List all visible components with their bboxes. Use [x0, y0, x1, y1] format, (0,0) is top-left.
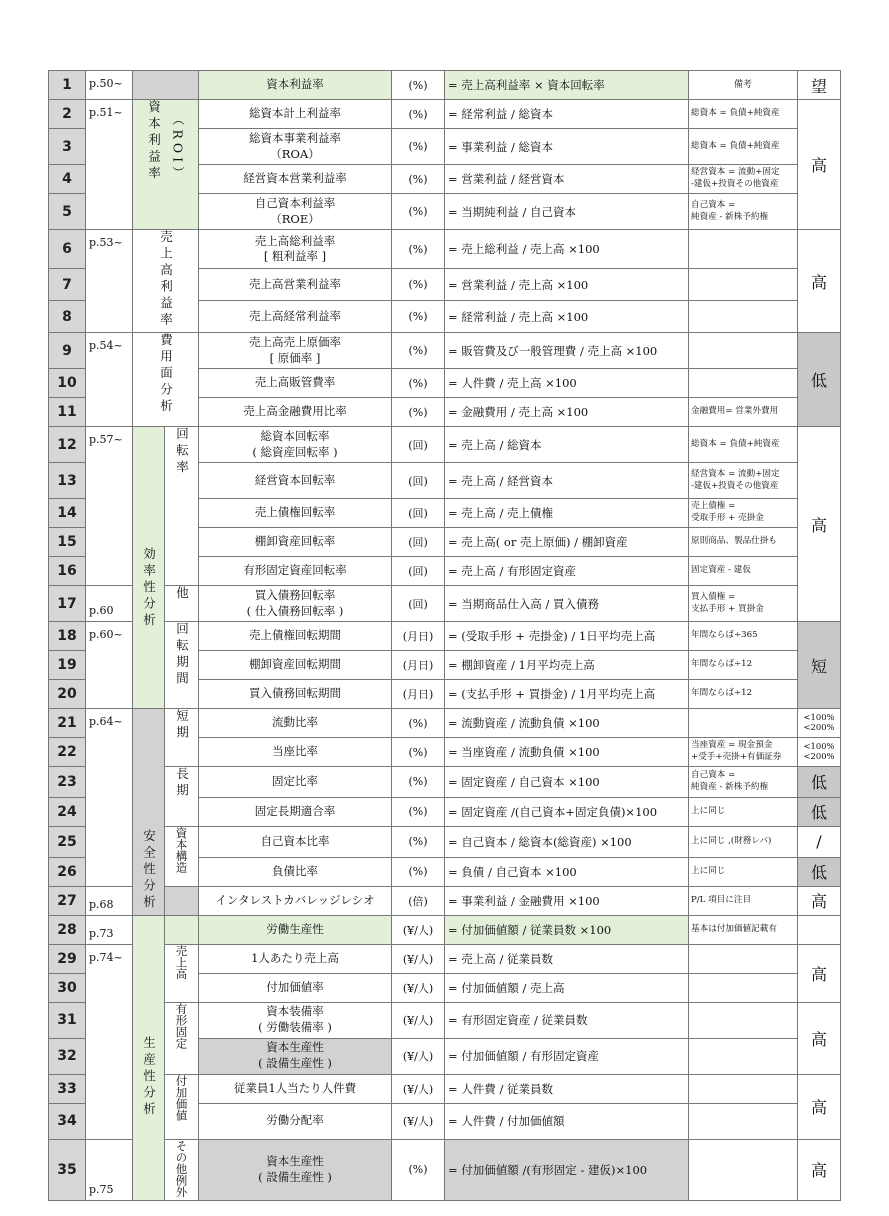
cat-blank-28: [165, 915, 199, 944]
page-ref: p.54~: [86, 333, 133, 427]
ratio-name: 売上高金融費用比率: [199, 398, 392, 427]
ratio-unit: (%): [392, 333, 445, 369]
ratio-note: 年間ならば÷12: [689, 680, 798, 709]
page-ref: p.74~: [86, 944, 133, 1139]
ratio-note: 当座資産 = 現金預金 +受手+売掛+有価証券: [689, 738, 798, 767]
ratio-unit: (¥/人): [392, 1103, 445, 1139]
ratio-formula: = 売上高 / 有形固定資産: [445, 557, 689, 586]
cat-choki-text: 長期: [174, 767, 190, 800]
expectation: 高: [798, 944, 841, 1002]
ratio-name: 流動比率: [199, 709, 392, 738]
ratio-note: [689, 1002, 798, 1038]
page-ref: p.51~: [86, 100, 133, 230]
ratio-unit: (%): [392, 301, 445, 333]
ratio-formula: = 流動資産 / 流動負債 ×100: [445, 709, 689, 738]
table-row: [49, 230, 841, 269]
cat-reigai: [165, 1139, 199, 1201]
ratio-note: [689, 709, 798, 738]
table-row: [49, 1002, 841, 1038]
ratio-formula: = 固定資産 / 自己資本 ×100: [445, 767, 689, 798]
table-row: [49, 333, 841, 369]
ratio-note: [689, 230, 798, 269]
financial-ratio-table: [48, 70, 841, 1201]
table-row: [49, 767, 841, 798]
ratio-formula: = 経常利益 / 総資本: [445, 100, 689, 129]
ratio-note: 総資本 = 負債+純資産: [689, 129, 798, 165]
cat-blank-1: [133, 71, 199, 100]
ratio-formula: = 有形固定資産 / 従業員数: [445, 1002, 689, 1038]
ratio-unit: (%): [392, 129, 445, 165]
row-number: 29: [49, 944, 86, 973]
row-number: 11: [49, 398, 86, 427]
ratio-unit: (¥/人): [392, 1074, 445, 1103]
cat-hiyo-text: 費用面分析: [158, 333, 174, 416]
row-number: 8: [49, 301, 86, 333]
row-number: 9: [49, 333, 86, 369]
ratio-formula: = 自己資本 / 総資本(総資産) ×100: [445, 826, 689, 857]
ratio-formula: = 営業利益 / 経営資本: [445, 165, 689, 194]
row-number: 25: [49, 826, 86, 857]
ratio-formula: = 事業利益 / 金融費用 ×100: [445, 886, 689, 915]
row-number: 10: [49, 369, 86, 398]
row-number: 19: [49, 651, 86, 680]
ratio-name: 有形固定資産回転率: [199, 557, 392, 586]
table-row: [49, 1139, 841, 1201]
ratio-unit: (%): [392, 165, 445, 194]
ratio-name: 買入債務回転期間: [199, 680, 392, 709]
table-row: [49, 1074, 841, 1103]
ratio-formula: = 売上高( or 売上原価) / 棚卸資産: [445, 528, 689, 557]
expectation: 低: [798, 767, 841, 798]
ratio-unit: (回): [392, 463, 445, 499]
ratio-unit: (%): [392, 797, 445, 826]
ratio-formula: = 棚卸資産 / 1月平均売上高: [445, 651, 689, 680]
cat-yukei-text: 有形固定: [174, 1002, 189, 1049]
row-number: 5: [49, 194, 86, 230]
ratio-note: 自己資本 = 純資産 - 新株予約権: [689, 194, 798, 230]
row-number: 33: [49, 1074, 86, 1103]
ratio-unit: (%): [392, 767, 445, 798]
cat-shihon-kozo: [165, 826, 199, 886]
ratio-name: 資本生産性 ( 設備生産性 ): [199, 1139, 392, 1201]
row-number: 26: [49, 857, 86, 886]
ratio-name: 売上債権回転率: [199, 499, 392, 528]
expectation-header: 望: [798, 71, 841, 100]
cat-koritsu: [133, 427, 165, 709]
expectation: 高: [798, 427, 841, 622]
ratio-name: 経営資本営業利益率: [199, 165, 392, 194]
ratio-formula: = 販管費及び一般管理費 / 売上高 ×100: [445, 333, 689, 369]
ratio-name: 売上高販管費率: [199, 369, 392, 398]
ratio-name: 付加価値率: [199, 973, 392, 1002]
ratio-name: 自己資本比率: [199, 826, 392, 857]
ratio-formula: = 固定資産 /(自己資本+固定負債)×100: [445, 797, 689, 826]
ratio-unit: (%): [392, 398, 445, 427]
ratio-note: 上に同じ ,(財務レバ): [689, 826, 798, 857]
ratio-note: 上に同じ: [689, 797, 798, 826]
ratio-unit: (¥/人): [392, 1002, 445, 1038]
ratio-note: [689, 973, 798, 1002]
cat-roi-text: 資本利益率: [146, 100, 162, 183]
expectation: 低: [798, 333, 841, 427]
cat-kikan: [165, 622, 199, 709]
row-number: 21: [49, 709, 86, 738]
ratio-name: 固定比率: [199, 767, 392, 798]
ratio-unit: (¥/人): [392, 944, 445, 973]
cat-kaiten: [165, 427, 199, 586]
cat-reigai-text: その他例外: [174, 1139, 189, 1197]
page-ref: p.60~: [86, 622, 133, 709]
row-number: 30: [49, 973, 86, 1002]
ratio-formula: = 売上高 / 経営資本: [445, 463, 689, 499]
ratio-name: 1人あたり売上高: [199, 944, 392, 973]
ratio-note: [689, 333, 798, 369]
ratio-formula: = 金融費用 / 売上高 ×100: [445, 398, 689, 427]
cat-fuka: [165, 1074, 199, 1139]
cat-roi-text-2: （ROI）: [170, 112, 186, 183]
ratio-note: 売上債権 = 受取手形 + 売掛金: [689, 499, 798, 528]
ratio-unit: (%): [392, 194, 445, 230]
ratio-note: 総資本 = 負債+純資産: [689, 427, 798, 463]
cat-seisan: [133, 915, 165, 1201]
ratio-note: 年間ならば÷365: [689, 622, 798, 651]
expectation: <100% <200%: [798, 738, 841, 767]
ratio-name: 負債比率: [199, 857, 392, 886]
cat-anzen-text: 安全性分析: [141, 829, 157, 912]
ratio-note: 上に同じ: [689, 857, 798, 886]
ratio-unit: (回): [392, 499, 445, 528]
row-number: 28: [49, 915, 86, 944]
ratio-formula: = 売上高 / 総資本: [445, 427, 689, 463]
cat-kaiten-text: 回転率: [174, 427, 190, 477]
ratio-name: インタレストカバレッジレシオ: [199, 886, 392, 915]
cat-kikan-text: 回転期間: [174, 622, 190, 688]
row-number: 3: [49, 129, 86, 165]
ratio-unit: (回): [392, 528, 445, 557]
cat-yukei: [165, 1002, 199, 1074]
ratio-formula: = 営業利益 / 売上高 ×100: [445, 269, 689, 301]
row-number: 18: [49, 622, 86, 651]
ratio-note: [689, 301, 798, 333]
ratio-name: 棚卸資産回転期間: [199, 651, 392, 680]
cat-ta: [165, 586, 199, 622]
ratio-unit: (%): [392, 1139, 445, 1201]
row-number: 22: [49, 738, 86, 767]
ratio-name: 棚卸資産回転率: [199, 528, 392, 557]
ratio-formula: = 付加価値額 / 売上高: [445, 973, 689, 1002]
ratio-name: 売上高売上原価率 [ 原価率 ]: [199, 333, 392, 369]
ratio-name: 売上債権回転期間: [199, 622, 392, 651]
expectation: 高: [798, 886, 841, 915]
ratio-unit: (月日): [392, 680, 445, 709]
page-ref: p.75: [86, 1139, 133, 1201]
row-number: 7: [49, 269, 86, 301]
expectation: <100% <200%: [798, 709, 841, 738]
ratio-unit: (%): [392, 369, 445, 398]
row-number: 13: [49, 463, 86, 499]
page-ref: p.57~: [86, 427, 133, 586]
ratio-formula: = 負債 / 自己資本 ×100: [445, 857, 689, 886]
cat-fuka-text: 付加価値: [174, 1074, 189, 1121]
ratio-name: 資本装備率 ( 労働装備率 ): [199, 1002, 392, 1038]
ratio-formula: = 売上高 / 売上債権: [445, 499, 689, 528]
expectation: 低: [798, 797, 841, 826]
ratio-note: 総資本 = 負債+純資産: [689, 100, 798, 129]
cat-hiyo: [133, 333, 199, 427]
expectation: 高: [798, 1074, 841, 1139]
table-row: [49, 915, 841, 944]
cat-seisan-text: 生産性分析: [141, 1035, 157, 1118]
ratio-name: 資本生産性 ( 設備生産性 ): [199, 1038, 392, 1074]
expectation: 低: [798, 857, 841, 886]
row-number: 1: [49, 71, 86, 100]
cat-blank-27: [165, 886, 199, 915]
expectation: 高: [798, 1002, 841, 1074]
ratio-name: 総資本回転率 ( 総資産回転率 ): [199, 427, 392, 463]
ratio-formula: = 売上総利益 / 売上高 ×100: [445, 230, 689, 269]
table-row: [49, 944, 841, 973]
ratio-formula: = 付加価値額 / 従業員数 ×100: [445, 915, 689, 944]
expectation: 高: [798, 230, 841, 333]
ratio-unit: (%): [392, 857, 445, 886]
ratio-formula: = 当座資産 / 流動負債 ×100: [445, 738, 689, 767]
ratio-unit: (回): [392, 586, 445, 622]
expectation: [798, 915, 841, 944]
ratio-name: 自己資本利益率 （ROE）: [199, 194, 392, 230]
page-ref: p.68: [86, 886, 133, 915]
ratio-unit: (回): [392, 557, 445, 586]
table-row: [49, 586, 841, 622]
ratio-note: [689, 1038, 798, 1074]
ratio-note: [689, 1103, 798, 1139]
page-ref: p.60: [86, 586, 133, 622]
ratio-formula: = 人件費 / 付加価値額: [445, 1103, 689, 1139]
ratio-name: 資本利益率: [199, 71, 392, 100]
expectation: 短: [798, 622, 841, 709]
ratio-formula: = 事業利益 / 総資本: [445, 129, 689, 165]
ratio-note: 金融費用= 営業外費用: [689, 398, 798, 427]
page-ref: p.64~: [86, 709, 133, 887]
ratio-unit: (月日): [392, 651, 445, 680]
ratio-formula: = 付加価値額 / 有形固定資産: [445, 1038, 689, 1074]
ratio-unit: (%): [392, 269, 445, 301]
ratio-note: [689, 1139, 798, 1201]
ratio-note: 原則商品、製品仕掛も: [689, 528, 798, 557]
ratio-formula: = 人件費 / 従業員数: [445, 1074, 689, 1103]
page-ref: p.53~: [86, 230, 133, 333]
table-row: [49, 826, 841, 857]
ratio-formula: = 売上高利益率 × 資本回転率: [445, 71, 689, 100]
ratio-note: [689, 944, 798, 973]
page-ref: p.50~: [86, 71, 133, 100]
ratio-formula: = 付加価値額 /(有形固定 - 建仮)×100: [445, 1139, 689, 1201]
ratio-unit: (回): [392, 427, 445, 463]
ratio-name: 売上高経常利益率: [199, 301, 392, 333]
ratio-name: 買入債務回転率 ( 仕入債務回転率 ): [199, 586, 392, 622]
expectation: /: [798, 826, 841, 857]
expectation: 高: [798, 100, 841, 230]
table-row: [49, 886, 841, 915]
row-number: 12: [49, 427, 86, 463]
ratio-name: 売上高営業利益率: [199, 269, 392, 301]
ratio-unit: (¥/人): [392, 915, 445, 944]
ratio-note: [689, 1074, 798, 1103]
ratio-note: 固定資産 - 建仮: [689, 557, 798, 586]
table-row: [49, 100, 841, 129]
ratio-note: 経営資本 = 流動+固定 -建仮+投資その他資産: [689, 165, 798, 194]
ratio-unit: (%): [392, 709, 445, 738]
row-number: 15: [49, 528, 86, 557]
ratio-formula: = 当期純利益 / 自己資本: [445, 194, 689, 230]
ratio-unit: (¥/人): [392, 973, 445, 1002]
ratio-name: 売上高総利益率 [ 粗利益率 ]: [199, 230, 392, 269]
cat-uriage-rieki-text: 売上高利益率: [158, 230, 174, 329]
ratio-formula: = 当期商品仕入高 / 買入債務: [445, 586, 689, 622]
row-number: 31: [49, 1002, 86, 1038]
table-row: [49, 709, 841, 738]
ratio-unit: (¥/人): [392, 1038, 445, 1074]
ratio-unit: (%): [392, 826, 445, 857]
table-body: [49, 71, 841, 1201]
ratio-unit: (%): [392, 738, 445, 767]
row-number: 14: [49, 499, 86, 528]
table-row: [49, 427, 841, 463]
ratio-formula: = 人件費 / 売上高 ×100: [445, 369, 689, 398]
cat-tanki: [165, 709, 199, 767]
ratio-name: 固定長期適合率: [199, 797, 392, 826]
row-number: 23: [49, 767, 86, 798]
ratio-name: 総資本計上利益率: [199, 100, 392, 129]
ratio-unit: (%): [392, 230, 445, 269]
row-number: 24: [49, 797, 86, 826]
row-number: 16: [49, 557, 86, 586]
row-number: 35: [49, 1139, 86, 1201]
ratio-name: 経営資本回転率: [199, 463, 392, 499]
ratio-name: 労働分配率: [199, 1103, 392, 1139]
row-number: 20: [49, 680, 86, 709]
ratio-unit: (倍): [392, 886, 445, 915]
ratio-note: [689, 369, 798, 398]
cat-koritsu-text: 効率性分析: [141, 547, 157, 630]
row-number: 34: [49, 1103, 86, 1139]
page-ref: p.73: [86, 915, 133, 944]
cat-shihon-kozo-text: 資本構造: [174, 826, 189, 873]
ratio-name: 当座比率: [199, 738, 392, 767]
row-number: 32: [49, 1038, 86, 1074]
ratio-note: 基本は付加価値記載有: [689, 915, 798, 944]
ratio-name: 総資本事業利益率 （ROA）: [199, 129, 392, 165]
row-number: 27: [49, 886, 86, 915]
ratio-note: 買入債権 = 支払手形 + 買掛金: [689, 586, 798, 622]
ratio-unit: (%): [392, 100, 445, 129]
ratio-name: 労働生産性: [199, 915, 392, 944]
cat-uriagedaka-text: 売上高: [174, 944, 189, 979]
ratio-formula: = 売上高 / 従業員数: [445, 944, 689, 973]
table-row: [49, 622, 841, 651]
cat-choki: [165, 767, 199, 827]
ratio-note: 経営資本 = 流動+固定 -建仮+投資その他資産: [689, 463, 798, 499]
ratio-unit: (%): [392, 71, 445, 100]
ratio-name: 従業員1人当たり人件費: [199, 1074, 392, 1103]
row-number: 17: [49, 586, 86, 622]
row-number: 4: [49, 165, 86, 194]
cat-roi: [133, 100, 199, 230]
row-number: 6: [49, 230, 86, 269]
ratio-note: 年間ならば÷12: [689, 651, 798, 680]
ratio-note: 自己資本 = 純資産 - 新株予約権: [689, 767, 798, 798]
cat-uriagedaka: [165, 944, 199, 1002]
row-number: 2: [49, 100, 86, 129]
cat-tanki-text: 短期: [174, 709, 190, 742]
ratio-unit: (月日): [392, 622, 445, 651]
table-row: [49, 71, 841, 100]
cat-uriage-rieki: [133, 230, 199, 333]
cat-ta-text: 他: [174, 586, 190, 603]
ratio-formula: = 経常利益 / 売上高 ×100: [445, 301, 689, 333]
cat-anzen: [133, 709, 165, 916]
expectation: 高: [798, 1139, 841, 1201]
ratio-note: P/L 項目に注目: [689, 886, 798, 915]
ratio-note: [689, 269, 798, 301]
note-header: 備考: [689, 71, 798, 100]
ratio-formula: = (支払手形 + 買掛金) / 1月平均売上高: [445, 680, 689, 709]
ratio-formula: = (受取手形 + 売掛金) / 1日平均売上高: [445, 622, 689, 651]
